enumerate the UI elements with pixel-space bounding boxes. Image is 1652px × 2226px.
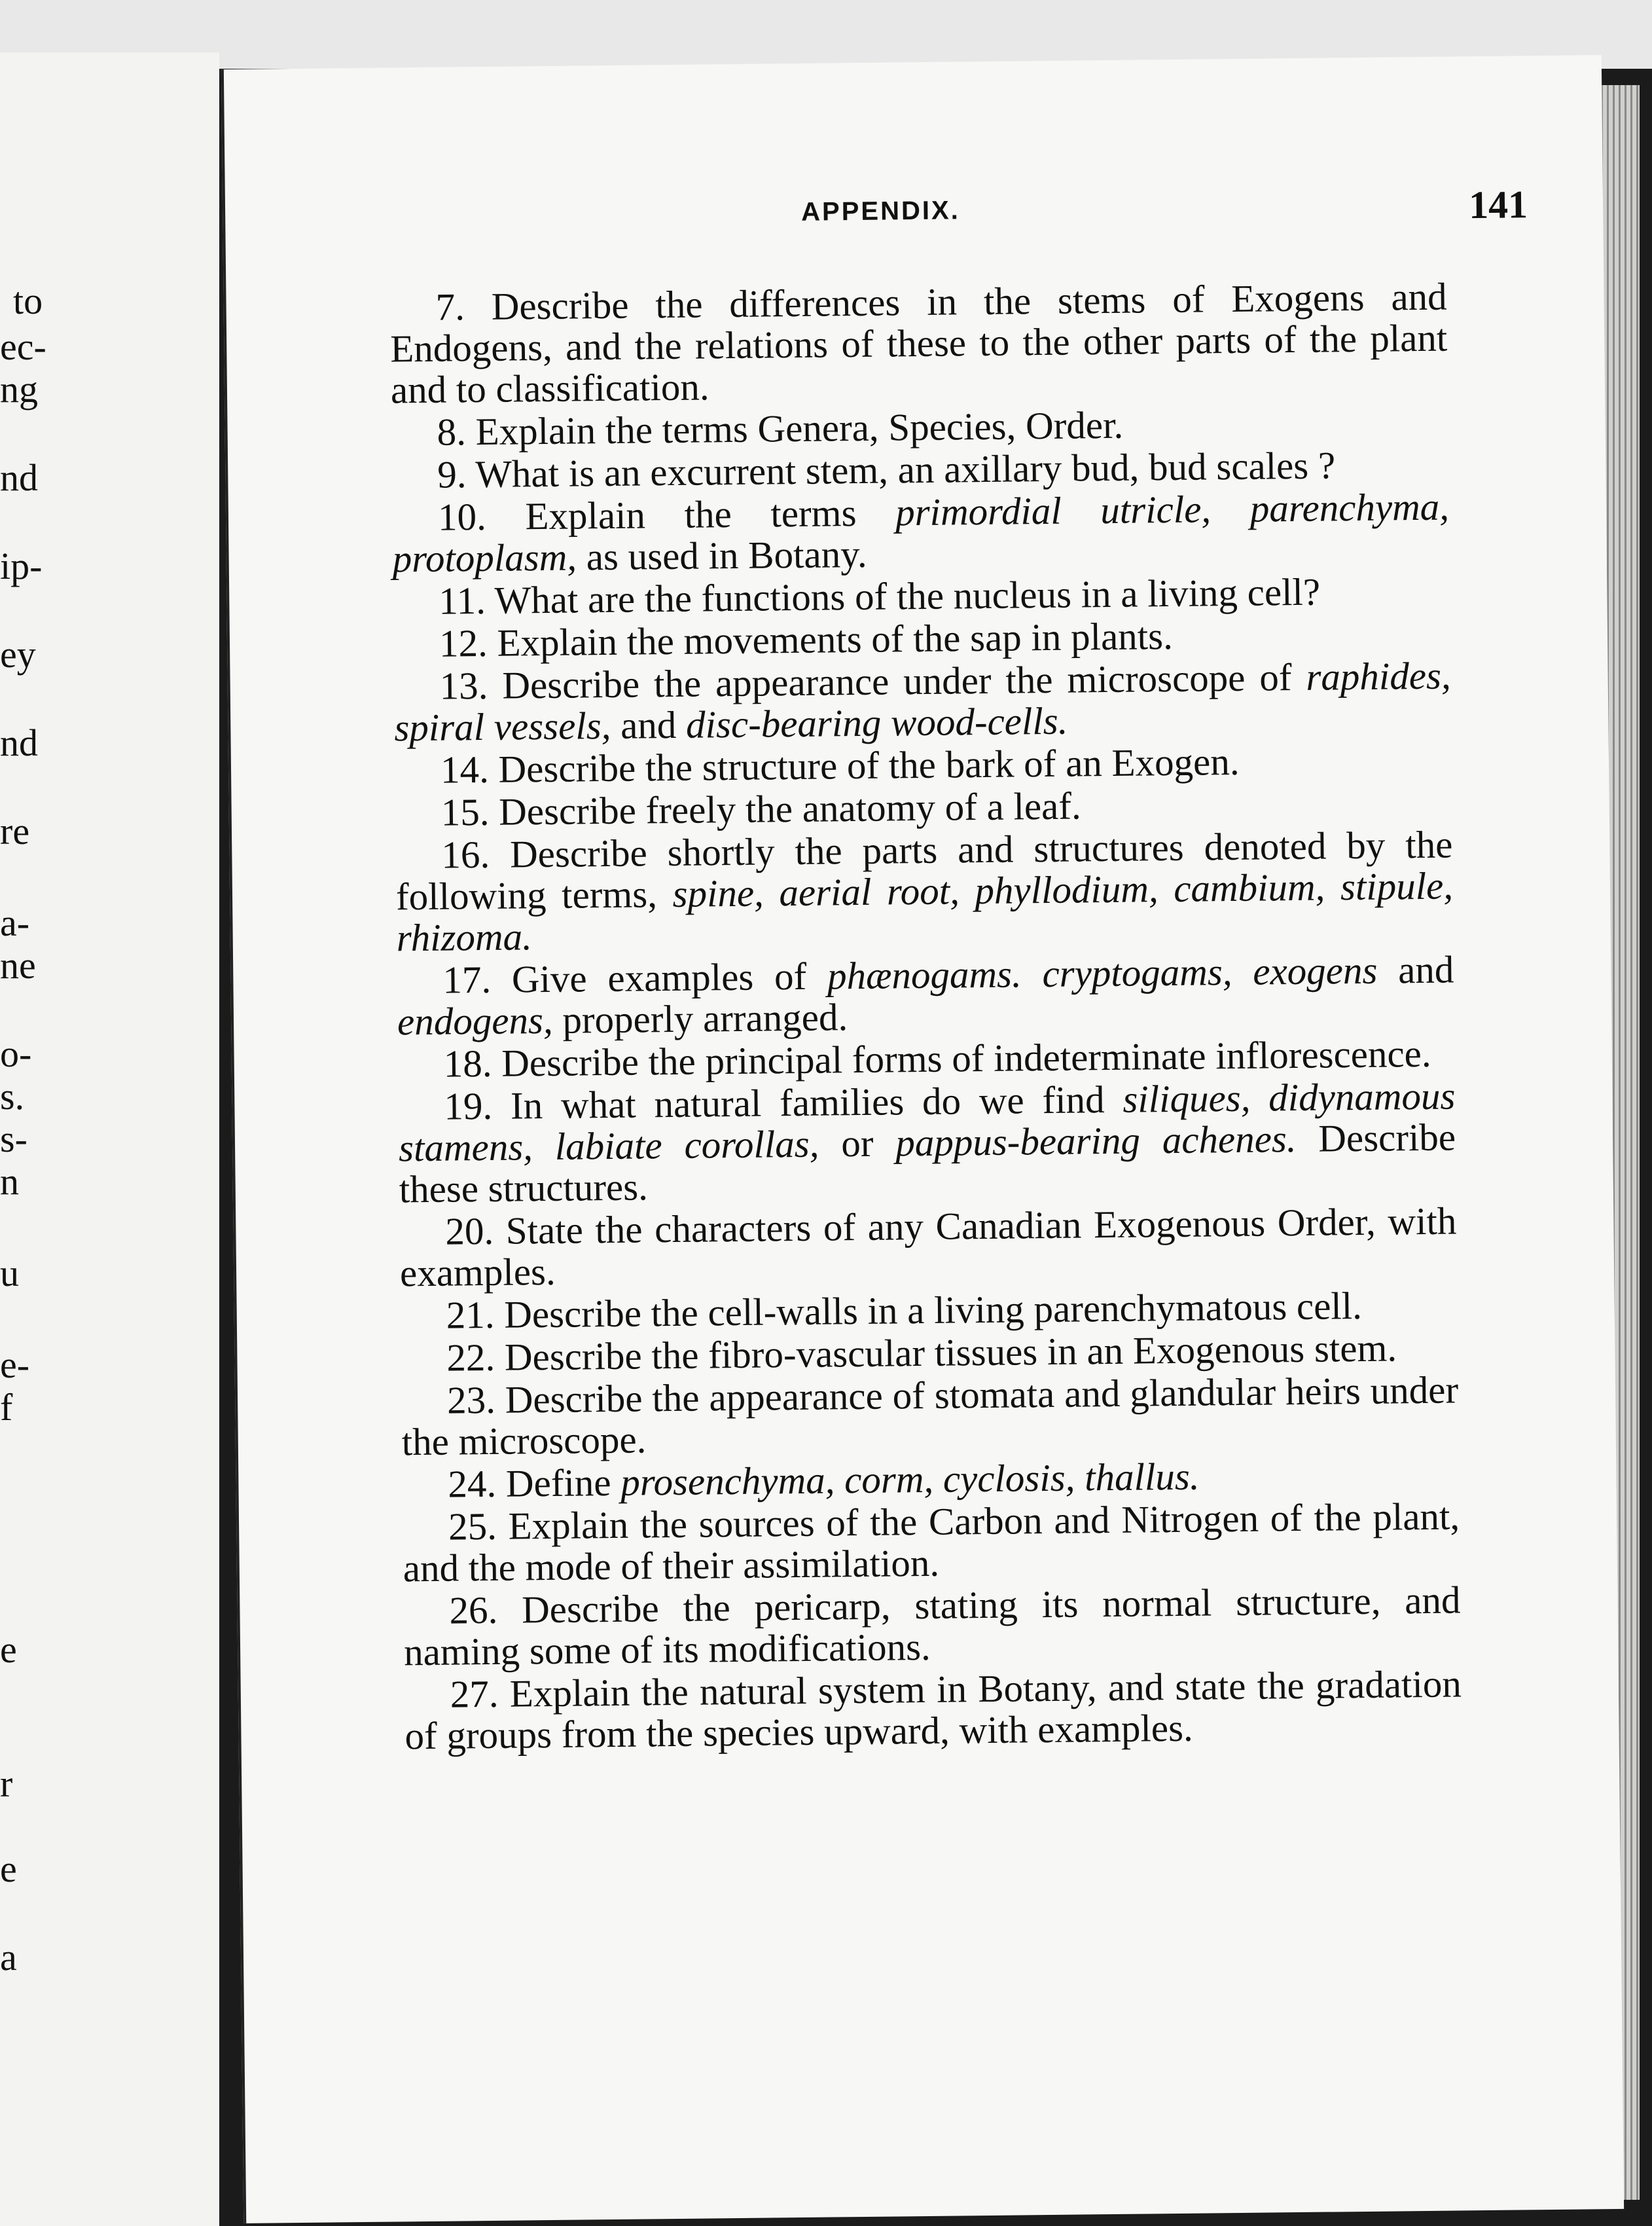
question-item	[393, 655, 1451, 749]
question-text: Give examples of	[511, 954, 828, 1001]
question-number: 19.	[444, 1084, 493, 1128]
question-term-italic: raphides, spiral vessels,	[394, 653, 1451, 750]
question-number: 20.	[445, 1209, 494, 1253]
question-text: Describe the appearance under the microscope of	[502, 655, 1306, 707]
question-text: State the characters of any Canadian Exogenous Order, with examples.	[399, 1199, 1457, 1295]
question-number: 7.	[435, 285, 465, 329]
left-page-fragment: e	[0, 1628, 17, 1671]
question-text: Describe freely the anatomy of a leaf.	[498, 784, 1081, 833]
question-text: properly arranged.	[552, 995, 848, 1042]
question-item	[397, 949, 1454, 1042]
question-item	[389, 276, 1448, 411]
left-page-fragment: e-	[0, 1343, 30, 1386]
left-page-fragment: ip-	[0, 545, 43, 587]
question-list	[389, 276, 1462, 1759]
question-term-italic: disc-bearing wood-cells.	[685, 699, 1068, 746]
question-text: Explain the terms	[525, 490, 896, 538]
question-number: 25.	[448, 1504, 497, 1548]
question-text: as used in Botany.	[576, 532, 867, 579]
left-page-fragment: f	[0, 1386, 13, 1429]
left-page-fragment: s.	[0, 1075, 25, 1118]
left-page-fragment: nd	[0, 721, 38, 764]
question-text: and	[611, 702, 687, 747]
question-term-italic: primordial utricle, parenchyma, protoplasm,	[392, 484, 1450, 581]
question-number: 14.	[440, 747, 490, 792]
question-term-italic: prosenchyma, corm, cyclosis, thallus.	[620, 1454, 1200, 1504]
question-number: 23.	[446, 1378, 496, 1422]
question-number: 22.	[446, 1335, 495, 1379]
question-text: Describe the cell-walls in a living parenchymatous cell.	[503, 1283, 1363, 1336]
question-text: Explain the natural system in Botany, and state the gradation of groups from the species upward, with examples.	[404, 1662, 1462, 1758]
left-page-fragment: ec-	[0, 325, 46, 368]
question-text: Define	[505, 1460, 621, 1505]
question-number: 8.	[437, 410, 467, 454]
question-number: 26.	[449, 1588, 498, 1632]
left-page-fragment: re	[0, 810, 30, 852]
left-page	[0, 52, 219, 2226]
left-page-fragment: o-	[0, 1032, 32, 1075]
question-number: 27.	[450, 1671, 499, 1716]
question-text: Describe the pericarp, stating its normal structure, and naming some of its modifications.	[403, 1578, 1461, 1674]
question-text: or	[819, 1121, 896, 1165]
question-text: Describe the principal forms of indeterminate inflorescence.	[501, 1031, 1431, 1085]
question-number: 18.	[443, 1041, 492, 1086]
question-item	[403, 1495, 1460, 1589]
question-item	[404, 1663, 1462, 1757]
question-number: 11.	[439, 578, 486, 623]
left-page-fragment: u	[0, 1252, 19, 1294]
question-text: In what natural families do we find	[510, 1077, 1123, 1127]
page-number: 141	[1468, 183, 1528, 227]
question-term-italic: phænogams. cryptogams, exogens	[827, 948, 1378, 998]
question-number: 16.	[441, 832, 490, 877]
question-number: 10.	[437, 494, 487, 539]
question-text: Describe the fibro-vascular tissues in an Exogenous stem.	[504, 1326, 1397, 1379]
question-text: What is an excurrent stem, an axillary bud, bud scales ?	[475, 443, 1336, 496]
question-text: Explain the sources of the Carbon and Nitrogen of the plant, and the mode of their assimilation.	[403, 1494, 1460, 1590]
question-number: 21.	[446, 1292, 495, 1337]
right-page	[221, 55, 1624, 2223]
left-page-fragment: ng	[0, 368, 38, 411]
question-text: Explain the terms Genera, Species, Order.	[475, 403, 1124, 454]
question-item	[399, 1200, 1457, 1294]
left-page-fragment: n	[0, 1160, 19, 1203]
question-number: 24.	[448, 1461, 497, 1506]
question-text: Describe the appearance of stomata and glandular heirs under the microscope.	[401, 1368, 1459, 1464]
question-number: 9.	[437, 452, 467, 496]
question-number: 17.	[442, 957, 492, 1002]
question-term-italic: siliques, didynamous stamens, labiate corollas,	[398, 1074, 1456, 1170]
question-item	[398, 1075, 1456, 1210]
question-text: Explain the movements of the sap in plants.	[497, 613, 1174, 665]
left-page-fragment: s-	[0, 1118, 27, 1160]
question-text: Describe the structure of the bark of an Exogen.	[498, 739, 1240, 791]
left-page-fragment: ne	[0, 944, 36, 987]
left-page-fragment: a-	[0, 902, 30, 944]
question-number: 12.	[439, 621, 488, 665]
left-page-fragment: e	[0, 1848, 17, 1890]
question-text: Describe shortly the parts and structures denoted by the following terms,	[395, 822, 1453, 919]
question-item	[392, 486, 1450, 580]
running-head: APPENDIX.	[800, 196, 960, 227]
left-page-fragment: to	[13, 280, 43, 322]
question-text: Describe these structures.	[399, 1115, 1456, 1211]
question-text: and	[1376, 947, 1454, 992]
question-number: 13.	[439, 663, 488, 708]
question-term-italic: endogens,	[397, 998, 554, 1044]
left-page-fragment: a	[0, 1936, 17, 1979]
question-item	[403, 1579, 1461, 1673]
question-item	[395, 824, 1454, 958]
left-page-fragment: nd	[0, 456, 38, 499]
question-text: What are the functions of the nucleus in a living cell?	[494, 570, 1321, 622]
question-text: Describe the differences in the stems of Exogens and Endogens, and the relations of these to the other parts of the plant and to classification.	[389, 274, 1448, 412]
left-page-fragment: ey	[0, 633, 36, 676]
question-number: 15.	[440, 790, 490, 834]
page-header	[225, 183, 1604, 256]
question-term-italic: spine, aerial root, phyllodium, cambium, stipule, rhizoma.	[396, 864, 1454, 960]
question-term-italic: pappus-bearing achenes.	[895, 1117, 1297, 1165]
left-page-fragment: r	[0, 1762, 13, 1805]
question-item	[401, 1369, 1459, 1463]
